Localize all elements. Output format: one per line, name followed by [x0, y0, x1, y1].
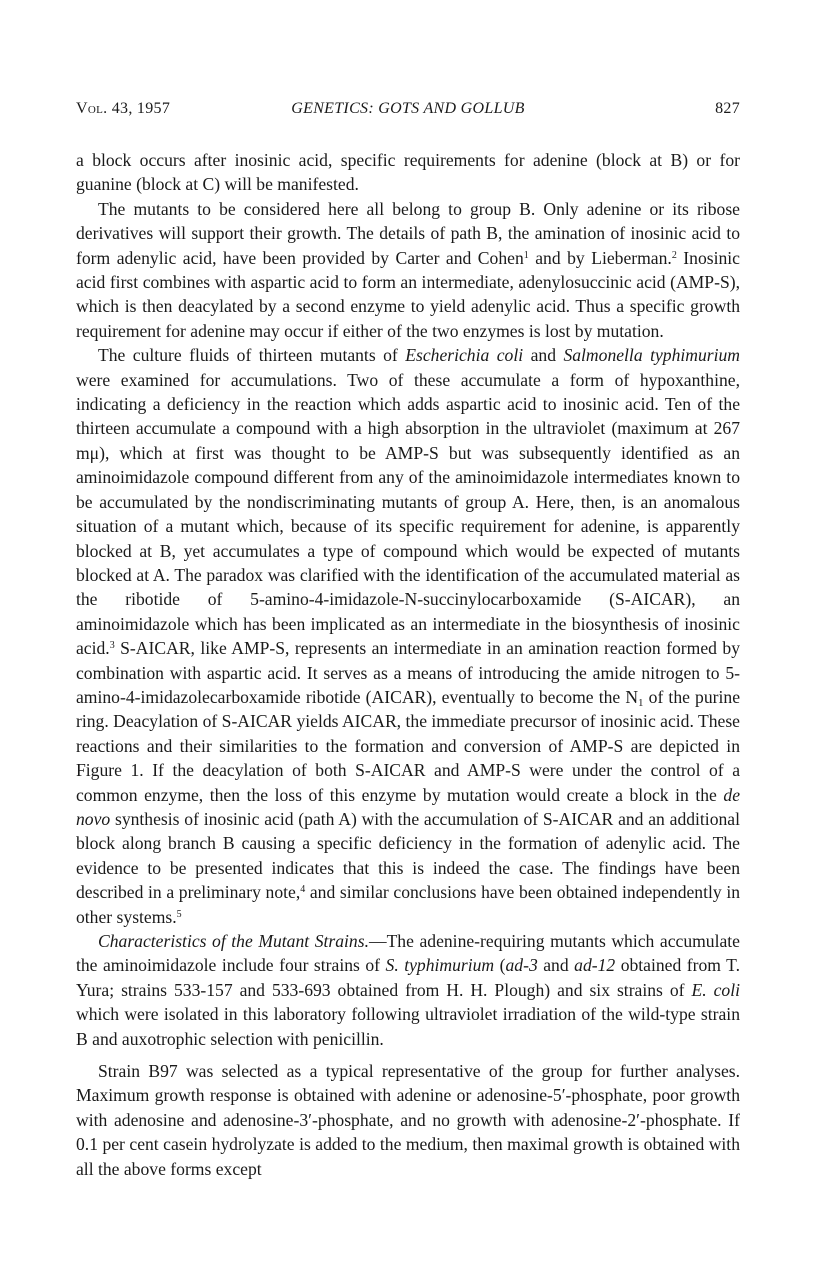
species-s-typhimurium: S. typhimurium [385, 955, 495, 976]
paragraph-1: a block occurs after inosinic acid, specific requirements for adenine (block at B) or for guanine (block at C) will be manifested. [76, 150, 740, 195]
ref-1: 1 [523, 249, 529, 261]
p2-text-b: and by Lieberman. [528, 247, 672, 268]
paragraph-2 [76, 197, 740, 343]
ref-3: 3 [109, 640, 115, 652]
p4-text-a: —The adenine-requiring mutants which accumulate the aminoimidazole include four strains of [76, 931, 740, 976]
strain-ad-3: ad-3 [505, 955, 538, 976]
p4-text-c: and [537, 955, 575, 976]
article-body [76, 148, 740, 1181]
p2-text-a: The mutants to be considered here all belong to group B. Only adenine or its ribose derivatives will support their growth. The details of path B, the amination of inosinic acid to form adenylic acid, have been provided by Carter and Cohen [76, 198, 740, 268]
p4-text-e: which were isolated in this laboratory following ultraviolet irradiation of the wild-type strain B and auxotrophic selection with penicillin. [76, 1004, 740, 1049]
p3-text-a: The culture fluids of thirteen mutants of [98, 345, 406, 366]
p2-text-c: Inosinic acid first combines with aspartic acid to form an intermediate, adenylosuccinic acid (AMP-S), which is then deacylated by a second enzyme to yield adenylic acid. Thus a specific growth requirement for adenine may occur if either of the two enzymes is lost by mutation. [76, 247, 740, 341]
p3-text-g: and similar conclusions have been obtained independently in other systems. [76, 882, 740, 927]
ref-2: 2 [671, 249, 677, 261]
species-e-coli: E. coli [691, 979, 740, 1000]
journal-page [76, 100, 740, 1181]
section-heading: Characteristics of the Mutant Strains. [98, 931, 369, 951]
ref-4: 4 [300, 884, 306, 896]
species-salmonella: Salmonella typhimurium [563, 345, 740, 366]
p3-text-c: were examined for accumulations. Two of these accumulate a form of hypoxanthine, indicating a deficiency in the reaction which adds aspartic acid to inosinic acid. Ten of the thirteen accumulate a compound with a high absorption in the ultraviolet (maximum at 267 mμ), which at first was thought to be AMP-S but was subsequently identified as an aminoimidazole compound different from any of the aminoimidazole intermediates known to be accumulated by the nondiscriminating mutants of group A. Here, then, is an anomalous situation of a mutant which, because of its specific requirement for adenine, is apparently blocked at B, yet accumulates a type of compound which would be expected of mutants blocked at A. The paradox was clarified with the identification of the accumulated material as the ribotide of 5-amino-4-imidazole-N-succinylocarboxamide (S-AICAR), an aminoimidazole which has been implicated as an intermediate in the biosynthesis of inosinic acid. [76, 369, 740, 659]
de-novo-term: de novo [76, 784, 740, 829]
species-ecoli: Escherichia coli [405, 345, 524, 366]
p4-text-b: ( [494, 955, 506, 976]
p4-text-d: obtained from T. Yura; strains 533-157 and 533-693 obtained from H. H. Plough) and six strains of [76, 955, 741, 1000]
page-number: 827 [715, 100, 740, 117]
paragraph-3 [76, 343, 740, 929]
strain-ad-12: ad-12 [574, 955, 616, 976]
p3-text-d: S-AICAR, like AMP-S, represents an intermediate in an amination reaction formed by combination with aspartic acid. It serves as a means of introducing the amide nitrogen to 5-amino-4-imidazolecarboxamide ribotide (AICAR), eventually to become the N [76, 638, 740, 707]
running-title: GENETICS: GOTS AND GOLLUB [291, 100, 525, 117]
running-header [76, 100, 740, 122]
p3-text-e: of the purine ring. Deacylation of S-AICAR yields AICAR, the immediate precursor of inosinic acid. These reactions and their similarities to the formation and conversion of AMP-S are depicted in Figure 1. If the deacylation of both S-AICAR and AMP-S were under the control of a common enzyme, then the loss of this enzyme by mutation would create a block in the [76, 686, 740, 805]
paragraph-4 [76, 929, 740, 1051]
ref-5: 5 [176, 908, 182, 920]
volume-label: Vol. 43, 1957 [76, 100, 171, 117]
subscript-n1: 1 [638, 696, 644, 709]
p3-text-b: and [523, 345, 564, 366]
paragraph-5: Strain B97 was selected as a typical representative of the group for further analyses. Maximum growth response is obtained with adenine or adenosine-5′-phosphate, poor growth with adenosine and adenosine-3′-phosphate, and no growth with adenosine-2′-phosphate. If 0.1 per cent casein hydrolyzate is added to the medium, then maximal growth is obtained with all the above forms except [76, 1061, 740, 1179]
p3-text-f: synthesis of inosinic acid (path A) with the accumulation of S-AICAR and an additional block along branch B causing a specific deficiency in the formation of adenylic acid. The evidence to be presented indicates that this is indeed the case. The findings have been described in a preliminary note, [76, 808, 740, 903]
